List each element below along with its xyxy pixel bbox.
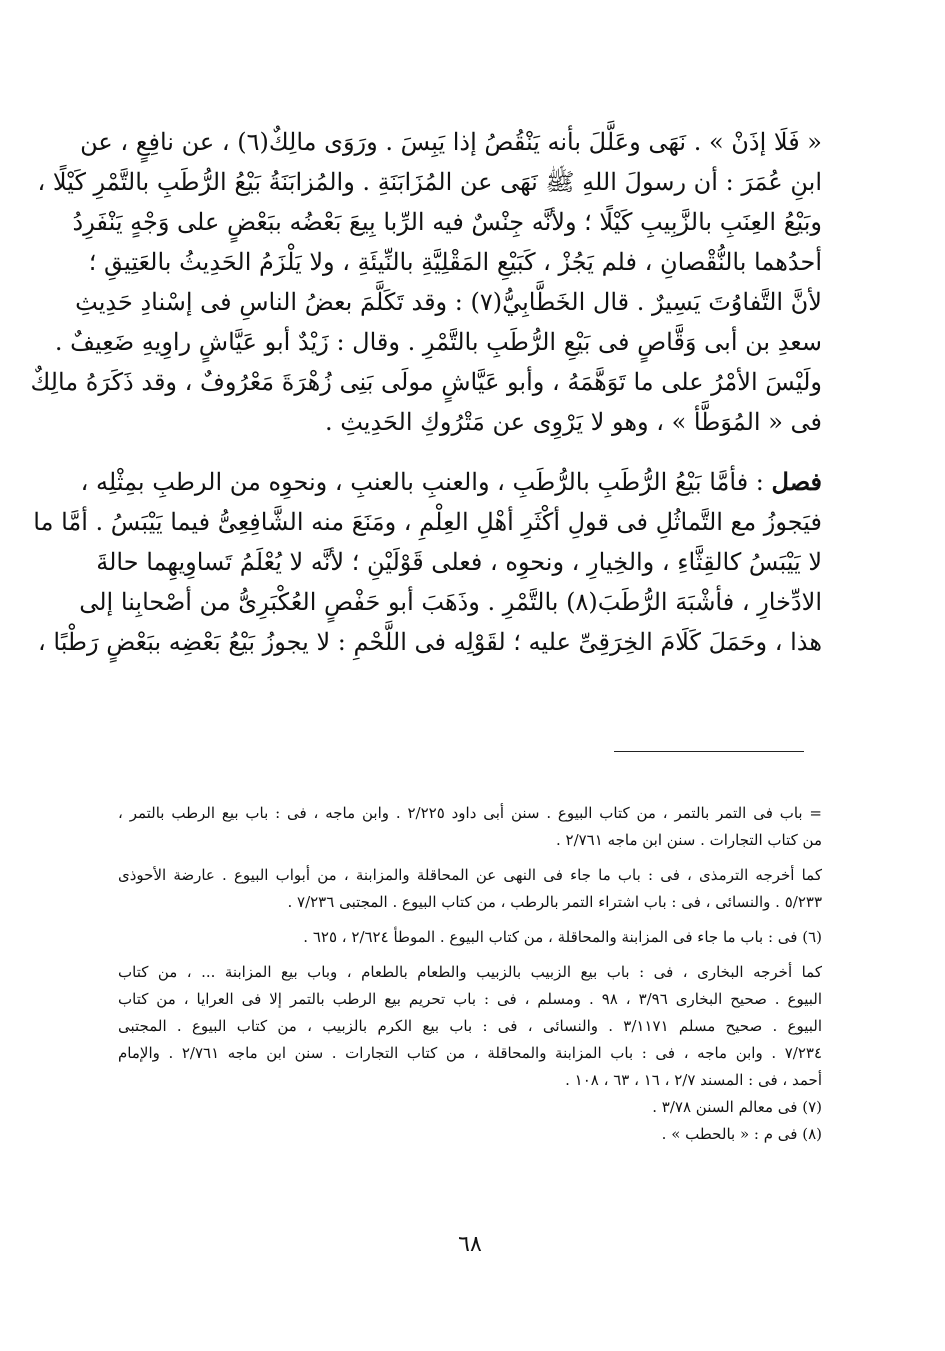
text-line: ولَيْسَ الأمْرُ على ما تَوَهَّمَهُ ، وأبو عَيَّاشٍ مولَى بَنِى زُهْرَةَ مَعْرُوفٌ ، وقد ذَكَرَهُ مالِكٌ <box>30 368 822 396</box>
text-line: لأنَّ التَّفاوُتَ يَسِيرٌ . قال الخَطَّابِيُّ(٧) : وقد تَكَلَّمَ بعضُ الناسِ فى إسْنادِ حَدِيثِ <box>75 288 822 316</box>
page-number: ٦٨ <box>458 1232 482 1257</box>
footnote-line: (٦) فى : باب ما جاء فى المزابنة والمحاقلة ، من كتاب البيوع . الموطأ ٢/٦٢٤ ، ٦٢٥ . <box>303 928 822 946</box>
text-line: فى « المُوَطَّأ » ، وهو لا يَرْوِى عن مَتْرُوكِ الحَدِيثِ . <box>324 408 822 436</box>
text-line: وبَيْعُ العِنَبِ بالزَّبِيبِ كَيْلًا ؛ ولأنَّه جِنْسٌ فيه الرِّبا بِيعَ بَعْضُه ببَعْضٍ على وَجْهٍ يَنْفَرِدُ <box>72 208 822 236</box>
footnote-line: أحمد ، فى : المسند ٢/٧ ، ١٦ ، ٦٣ ، ١٠٨ . <box>565 1071 822 1089</box>
text-line: ابنِ عُمَرَ : أن رسولَ اللهِ ﷺ نَهَى عن المُزَابَنَةِ . والمُزابَنَةُ بَيْعُ الرُّطَبِ بالتَّمْرِ كَيْلًا ، <box>37 168 822 196</box>
footnote-gap <box>118 951 822 959</box>
footnote-line: = باب فى التمر بالتمر ، من كتاب البيوع . سنن أبى داود ٢/٢٢٥ . وابن ماجه ، فى : باب بيع الرطب بالتمر ، <box>118 804 822 822</box>
footnote-line: كما أخرجه الترمذى ، فى : باب ما جاء فى النهى عن المحاقلة والمزابنة ، من أبواب البيوع . عارضة الأحوذى <box>118 866 822 884</box>
footnote-gap <box>118 854 822 862</box>
text-line: هذا ، وحَمَلَ كَلَامَ الخِرَقِىِّ عليه ؛ لقَوْلِه فى اللَّحْمِ : لا يجوزُ بَيْعُ بَعْضِه ببَعْضٍ رَطْبًا ، <box>38 628 822 656</box>
fasl-line-text: : فأمَّا بَيْعُ الرُّطَبِ بالرُّطَبِ ، والعنبِ بالعنبِ ، ونحوِه من الرطبِ بمِثْلِه ، <box>80 468 764 496</box>
fasl-first-line <box>80 462 822 502</box>
footnote-line: ٥/٢٣٣ . والنسائى ، فى : باب اشتراء التمر بالرطب ، من كتاب البيوع . المجتبى ٧/٢٣٦ . <box>287 893 822 911</box>
footnotes <box>118 800 822 1148</box>
text-line: أحدُهما بالنُّقْصانِ ، فلم يَجُزْ ، كَبَيْعِ المَقْلِيَّةِ بالنِّيئَةِ ، ولا يَلْزَمُ الحَدِيثُ بالعَتِيقِ ؛ <box>88 248 822 276</box>
footnote-line: البيوع . صحيح البخارى ٣/٩٦ ، ٩٨ . ومسلم ، فى : باب تحريم بيع الرطب بالتمر إلا فى العرايا ، من كتاب <box>118 990 822 1008</box>
main-text <box>30 122 822 662</box>
text-line: فيَجوزُ مع التَّماثُلِ فى قولِ أكْثَرِ أهْلِ العِلْمِ ، ومَنَعَ منه الشَّافِعِىُّ فيما يَيْبَسُ . أمَّا ما <box>33 508 822 536</box>
text-line: سعدِ بن أبى وَقَّاصٍ فى بَيْعِ الرُّطَبِ بالتَّمْرِ . وقال : زَيْدٌ أبو عَيَّاشٍ راوِيهِ ضَعِيفٌ . <box>54 328 822 356</box>
fasl-label: فصل <box>771 467 822 496</box>
text-line: الادِّخارِ ، فأشْبَهَ الرُّطَبَ(٨) بالتَّمْرِ . وذَهَبَ أبو حَفْصٍ العُكْبَرِىُّ من أصْحابِنا إلى <box>79 588 822 616</box>
footnote-line: (٨) فى م : « بالحطب » . <box>661 1125 822 1143</box>
footnote-line: من كتاب التجارات . سنن ابن ماجه ٢/٧٦١ . <box>555 831 822 849</box>
footnote-line: (٧) فى معالم السنن ٣/٧٨ . <box>652 1098 822 1116</box>
text-line: لا يَيْبَسُ كالقِثَّاءِ ، والخِيارِ ، ونحوِه ، فعلى قَوْلَيْنِ ؛ لأنَّه لا يُعْلَمُ تَساوِيهِما حالةَ <box>96 548 822 576</box>
footnote-gap <box>118 916 822 924</box>
footnote-separator <box>614 751 804 752</box>
footnote-line: كما أخرجه البخارى ، فى : باب بيع الزبيب بالزبيب والطعام بالطعام ، وباب بيع المزابنة ... ، من كتاب <box>118 963 822 981</box>
footnote-line: البيوع . صحيح مسلم ٣/١١٧١ . والنسائى ، فى : باب بيع الكرم بالزبيب ، من كتاب البيوع . المجتبى <box>118 1017 822 1035</box>
text-line: « فَلَا إذَنْ » . نَهَى وعَلَّلَ بأنه يَنْقُصُ إذا يَبِسَ . ورَوَى مالِكٌ(٦) ، عن نافِعٍ ، عن <box>80 128 822 156</box>
footnote-line: ٧/٢٣٤ . وابن ماجه ، فى : باب المزابنة والمحاقلة ، من كتاب التجارات . سنن ابن ماجه ٢/٧٦١ . والإمام <box>118 1044 822 1062</box>
paragraph-gap <box>132 442 822 462</box>
